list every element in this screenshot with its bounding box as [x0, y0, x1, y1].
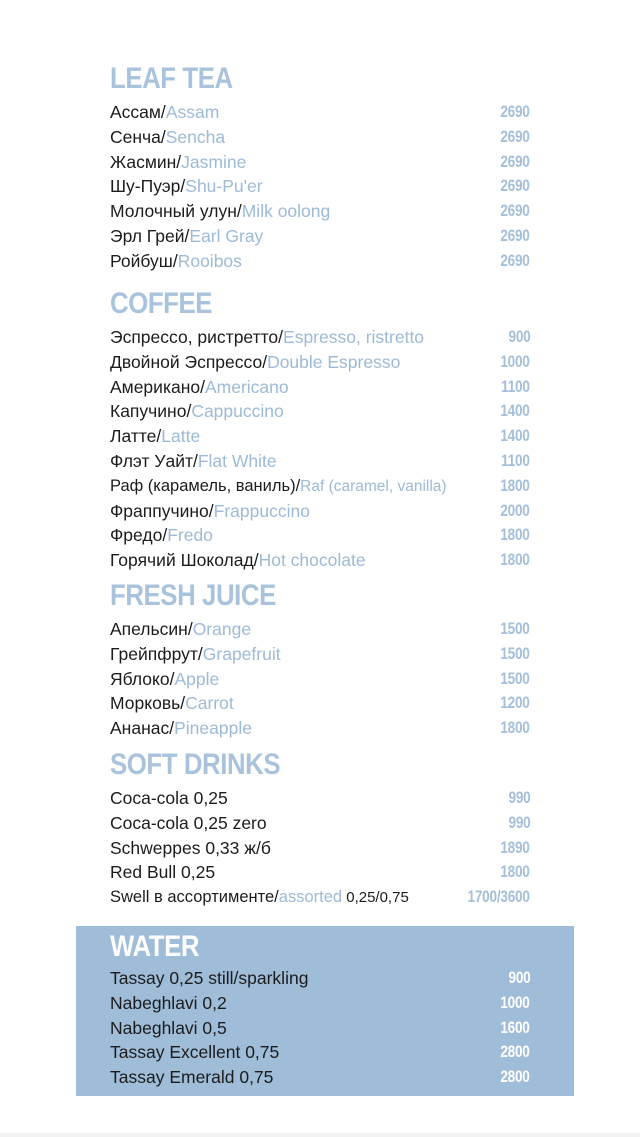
item-name-ru: Шу-Пуэр/ — [110, 176, 186, 197]
item-price: 2690 — [500, 225, 530, 245]
item-name-ru: Ананас/ — [110, 718, 175, 739]
menu-item — [110, 399, 530, 424]
item-price: 2800 — [500, 1067, 530, 1087]
item-name: Nabeghlavi 0,2 — [110, 992, 227, 1013]
menu-item — [110, 885, 530, 910]
item-price: 2690 — [500, 102, 530, 121]
item-price: 2690 — [500, 176, 530, 196]
section-title-water: WATER — [110, 930, 200, 963]
item-name-en: Cappuccino — [191, 401, 284, 422]
item-price: 1600 — [500, 1017, 530, 1037]
item-name-en: Apple — [174, 668, 220, 689]
soft-drinks-list — [110, 786, 530, 910]
water-content — [110, 930, 530, 1090]
menu-item — [110, 424, 530, 449]
item-name-ru: Фредо/ — [110, 525, 168, 546]
menu-item — [110, 523, 530, 548]
section-title-fresh-juice: FRESH JUICE — [110, 579, 276, 612]
item-name-ru: Жасмин/ — [110, 151, 182, 172]
menu-item — [110, 499, 530, 524]
item-name: Coca-cola 0,25 — [110, 788, 228, 808]
item-name-en: Double Espresso — [267, 351, 401, 372]
item-price: 2690 — [500, 126, 530, 146]
item-price: 1700/3600 — [467, 887, 530, 907]
item-name-ru: Ройбуш/ — [110, 250, 178, 271]
item-name-en: Americano — [204, 376, 289, 397]
item-name-en: Flat White — [197, 450, 277, 471]
item-name: Tassay Excellent 0,75 — [110, 1042, 280, 1063]
menu-item — [110, 991, 530, 1016]
item-name-en: Pineapple — [174, 718, 252, 739]
item-name-ru: Грейпфрут/ — [110, 643, 203, 664]
item-name-en: Frappuccino — [213, 500, 310, 521]
item-name-en: Assam — [165, 102, 220, 122]
item-name-en: Raf (caramel, vanilla) — [300, 477, 447, 495]
item-price: 1500 — [500, 643, 530, 663]
menu-item — [110, 150, 530, 175]
item-price: 2690 — [500, 250, 530, 270]
menu-item — [110, 249, 530, 274]
item-price: 1400 — [500, 426, 530, 446]
menu-item — [110, 174, 530, 199]
item-name-ru: Морковь/ — [110, 693, 186, 714]
menu-item — [110, 548, 530, 573]
menu-item — [110, 375, 530, 400]
menu-item — [110, 224, 530, 249]
item-name: Red Bull 0,25 — [110, 862, 216, 883]
item-name-ru: Эспрессо, ристретто/ — [110, 327, 284, 347]
item-name: Schweppes 0,33 ж/б — [110, 837, 271, 858]
menu-item — [110, 811, 530, 836]
menu-item — [110, 199, 530, 224]
item-name-ru: Американо/ — [110, 376, 205, 397]
menu-item — [110, 836, 530, 861]
section-title-soft-drinks: SOFT DRINKS — [110, 748, 281, 781]
menu-item — [110, 966, 530, 991]
menu-item — [110, 667, 530, 692]
item-price: 1200 — [500, 693, 530, 713]
menu-item — [110, 100, 530, 125]
menu-item — [110, 642, 530, 667]
item-name-en: Carrot — [185, 693, 234, 714]
item-name-ru: Swell в ассортименте/ — [110, 888, 279, 907]
item-name-en: Orange — [192, 619, 252, 639]
item-name: Nabeghlavi 0,5 — [110, 1017, 227, 1038]
item-name-en: Latte — [161, 426, 201, 447]
menu-item — [110, 716, 530, 741]
item-price: 2690 — [500, 201, 530, 221]
menu-item — [110, 325, 530, 350]
menu-item — [110, 691, 530, 716]
item-price: 1800 — [500, 525, 530, 545]
menu-item — [110, 474, 530, 499]
water-list — [110, 966, 530, 1090]
item-price: 1800 — [500, 718, 530, 738]
item-name-en: Grapefruit — [202, 643, 281, 664]
item-name-en: Sencha — [165, 126, 226, 147]
item-price: 990 — [508, 812, 530, 832]
menu-item — [110, 1040, 530, 1065]
item-name-ru: Латте/ — [110, 426, 162, 447]
item-name-ru: Ассам/ — [110, 102, 166, 122]
item-price: 1800 — [500, 475, 530, 495]
menu-item — [110, 860, 530, 885]
item-price: 1500 — [500, 619, 530, 638]
item-price: 1400 — [500, 401, 530, 421]
item-name: Tassay Emerald 0,75 — [110, 1067, 274, 1088]
item-name-en: Espresso, ristretto — [283, 327, 425, 347]
item-price: 2690 — [500, 151, 530, 171]
menu-item — [110, 1016, 530, 1041]
item-name-en: Rooibos — [177, 250, 242, 271]
item-name-en: assorted — [278, 888, 343, 907]
section-coffee — [110, 287, 530, 573]
section-title-coffee: COFFEE — [110, 287, 213, 320]
item-name-ru: Фраппучино/ — [110, 500, 214, 521]
item-price: 1890 — [500, 837, 530, 857]
item-name-en: Jasmine — [181, 151, 247, 172]
item-name-ru: Флэт Уайт/ — [110, 450, 198, 471]
leaf-tea-list — [110, 100, 530, 274]
menu-item — [110, 617, 530, 642]
item-price: 900 — [508, 327, 530, 346]
menu-item — [110, 449, 530, 474]
section-soft-drinks — [110, 748, 530, 910]
item-name-ru: Раф (карамель, ваниль)/ — [110, 476, 301, 495]
item-name-ru: Яблоко/ — [110, 668, 175, 689]
section-fresh-juice — [110, 579, 530, 741]
coffee-list — [110, 325, 530, 573]
item-name: Coca-cola 0,25 zero — [110, 812, 267, 833]
item-name-ru: Капучино/ — [110, 401, 192, 422]
menu-item — [110, 1065, 530, 1090]
item-name-ru: Апельсин/ — [110, 619, 193, 639]
item-price: 900 — [508, 968, 530, 987]
item-price: 990 — [508, 788, 530, 807]
item-price: 1800 — [500, 550, 530, 570]
section-water — [76, 926, 574, 1096]
item-price: 2800 — [500, 1042, 530, 1062]
item-name-ru: Молочный улун/ — [110, 201, 242, 222]
item-name-en: Milk oolong — [241, 201, 331, 222]
item-price: 2000 — [500, 500, 530, 520]
item-name-en: Shu-Pu'er — [185, 176, 263, 197]
item-name-ru: Двойной Эспрессо/ — [110, 351, 268, 372]
item-price: 1800 — [500, 862, 530, 882]
item-name: Tassay 0,25 still/sparkling — [110, 968, 309, 988]
section-leaf-tea — [110, 62, 530, 274]
menu-item — [110, 125, 530, 150]
item-price: 1500 — [500, 668, 530, 688]
menu-item — [110, 350, 530, 375]
item-price: 1100 — [501, 450, 530, 470]
item-name-ru: Сенча/ — [110, 126, 166, 147]
footer-divider — [0, 1133, 640, 1137]
item-name-en: Fredo — [167, 525, 213, 546]
item-name-en: Earl Gray — [189, 225, 264, 246]
section-title-leaf-tea: LEAF TEA — [110, 62, 233, 95]
item-name-en: Hot chocolate — [258, 550, 366, 571]
item-price: 1000 — [500, 992, 530, 1012]
item-name-ru: Горячий Шоколад/ — [110, 550, 259, 571]
item-price: 1100 — [501, 376, 530, 396]
item-name-ru: Эрл Грей/ — [110, 225, 190, 246]
item-volume: 0,25/0,75 — [342, 889, 409, 907]
menu-item — [110, 786, 530, 811]
fresh-juice-list — [110, 617, 530, 741]
item-price: 1000 — [500, 351, 530, 371]
